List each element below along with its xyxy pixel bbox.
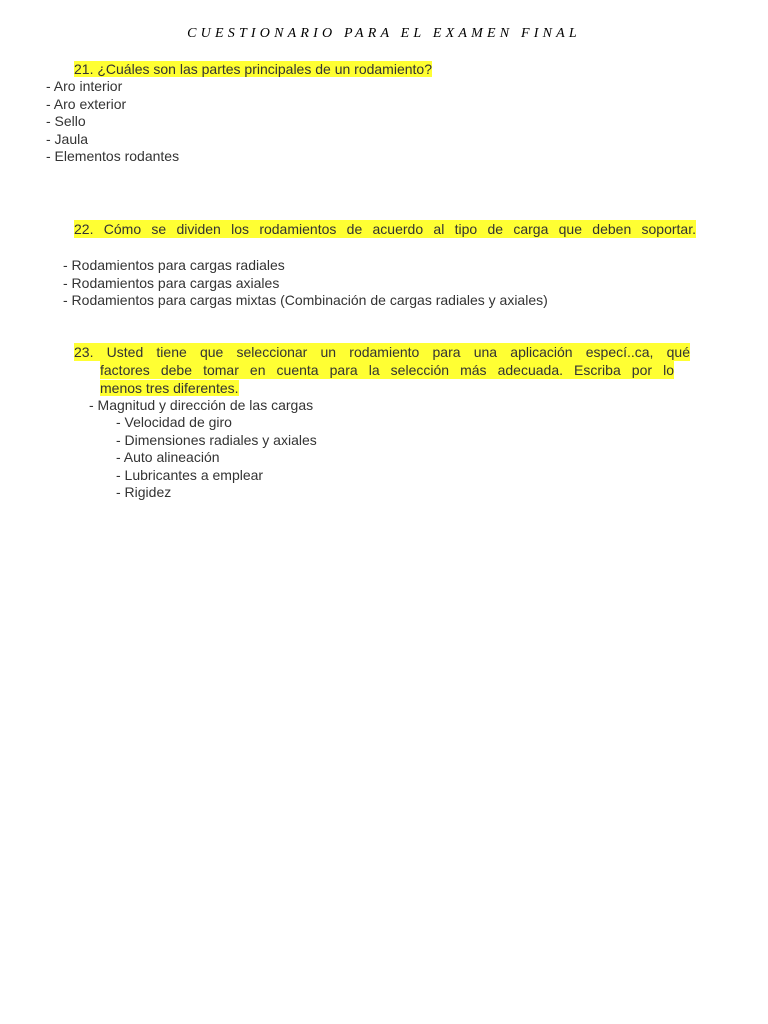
list-item: - Jaula (46, 130, 89, 147)
question-23-line-3-wrap (74, 379, 690, 397)
question-23-line-2-wrap (74, 361, 674, 379)
question-21 (74, 60, 432, 78)
list-item: - Magnitud y dirección de las cargas (89, 397, 314, 413)
list-item: - Rigidez (116, 484, 172, 501)
list-item: - Sello (46, 113, 86, 130)
question-23-line-3: menos tres diferentes. (100, 380, 239, 396)
question-22-text: 22. Cómo se dividen los rodamientos de acuerdo al tipo de carga que deben soportar. (74, 221, 696, 237)
answer-list-23-first (89, 397, 313, 415)
list-item: - Lubricantes a emplear (116, 466, 264, 483)
document-title: CUESTIONARIO PARA EL EXAMEN FINAL (187, 26, 581, 41)
list-item: - Aro interior (46, 78, 123, 94)
question-21-text: 21. ¿Cuáles son las partes principales de un rodamiento? (74, 61, 432, 77)
list-item: - Rodamientos para cargas radiales (63, 257, 285, 273)
list-item: - Elementos rodantes (46, 148, 180, 165)
list-item: - Dimensiones radiales y axiales (116, 431, 317, 448)
answer-list-22 (63, 257, 548, 310)
question-23 (74, 343, 690, 397)
list-item: - Aro exterior (46, 95, 127, 112)
list-item: - Rodamientos para cargas mixtas (Combinación de cargas radiales y axiales) (63, 292, 548, 309)
question-23-line-2: factores debe tomar en cuenta para la selección más adecuada. Escriba por lo (100, 362, 674, 378)
list-item: - Auto alineación (116, 449, 220, 466)
list-item: - Rodamientos para cargas axiales (63, 274, 280, 291)
answer-list-23 (116, 414, 317, 502)
list-item: - Velocidad de giro (116, 414, 232, 430)
question-23-line-1: 23. Usted tiene que seleccionar un rodamiento para una aplicación especí..ca, qué (74, 344, 690, 360)
answer-list-21 (46, 78, 179, 166)
question-22 (74, 220, 696, 238)
